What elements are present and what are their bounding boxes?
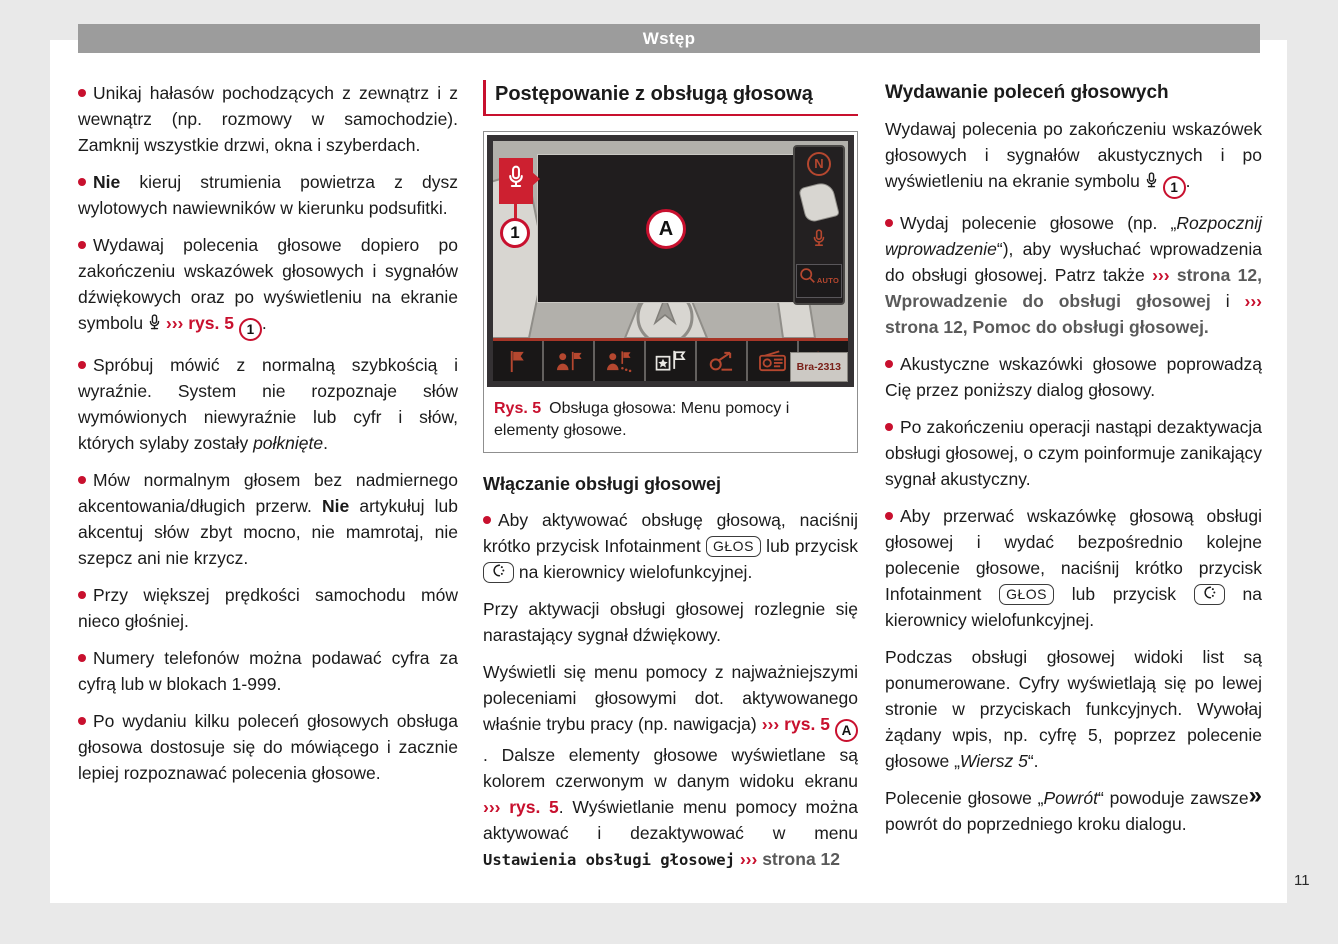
text-run: Wydawaj polecenia po zakończeniu wskazówek głosowych i sygnałów akustycznych i po wyświetleniu na ekranie symbolu (885, 119, 1262, 191)
paragraph (483, 659, 858, 873)
bullet-item (885, 503, 1262, 633)
text-run: lub przycisk (760, 536, 859, 556)
paragraph (885, 644, 1262, 774)
bullet-item (885, 351, 1262, 403)
text-run: na kierownicy wielofunkcyjnej. (514, 562, 753, 582)
bullet-item (78, 169, 458, 221)
paragraph (483, 596, 858, 648)
text-run: . (261, 313, 267, 333)
bullet-item (885, 210, 1262, 340)
figure-caption-text: Obsługa głosowa: Menu pomocy i elementy głosowe. (494, 400, 790, 439)
text-run: Rozpocznij wprowadzenie (885, 213, 1262, 260)
text-run: Akustyczne wskazówki głosowe poprowadzą Cię przez poniższy dialog głosowy. (885, 354, 1262, 401)
voice-key-speaking-head-icon (1194, 584, 1225, 605)
text-run: Ustawienia obsługi głosowej (483, 851, 735, 870)
text-run: i (1210, 291, 1245, 312)
speech-tail (532, 172, 540, 186)
auto-zoom-magnifier-icon: AUTO (796, 264, 842, 298)
text-run: Unikaj hałasów pochodzących z zewnątrz i z wewnątrz (np. rozmowy w samochodzie). Zamknij wszystkie drzwi, okna i szyberdach. (78, 83, 458, 155)
column-right (885, 80, 1262, 884)
figure-caption-label: Rys. 5 (494, 400, 542, 417)
image-code-tag: Bra-2313 (790, 352, 848, 382)
text-run: Polecenie głosowe „ (885, 788, 1044, 809)
text-run: Nie (322, 496, 350, 517)
text-run: Aby aktywować obsługę głosową, naciśnij krótko przycisk Infotainment (483, 510, 858, 556)
text-run: . Wyświetlanie menu pomocy można aktywować i dezaktywować w menu (483, 797, 858, 844)
bullet-item (78, 645, 458, 697)
chapter-title: Wstęp (642, 28, 696, 48)
callout-a: A (646, 209, 686, 249)
compass-n-icon: N (807, 152, 831, 176)
figure-5 (483, 131, 858, 453)
text-run: Po zakończeniu operacji nastąpi dezaktywacja obsługi głosowej, o czym poinformuje zanikający sygnał akustyczny. (885, 417, 1262, 490)
navigation-map (493, 141, 848, 338)
column-middle (483, 80, 858, 884)
text-run: . (1185, 171, 1191, 191)
middle-text-blocks (483, 471, 858, 873)
infotainment-key-label: GŁOS (706, 536, 761, 557)
microphone-icon (507, 165, 525, 198)
page-reference: strona 12, Wprowadzenie do obsługi głosowej (885, 265, 1262, 312)
text-run: “. (1027, 751, 1039, 772)
infotainment-key-label: GŁOS (999, 584, 1054, 605)
text-run: “), aby wysłuchać wprowadzenia do obsługi głosowej. Patrz także (885, 239, 1262, 286)
text-run: Wydawaj polecenia głosowe dopiero po zakończeniu wskazówek głosowych i sygnałów dźwiękowych oraz po wyświetleniu na ekranie symbolu (78, 235, 458, 333)
text-run: Przy aktywacji obsługi głosowej rozlegnie się narastający sygnał dźwiękowy. (483, 599, 858, 645)
page-sheet (50, 40, 1287, 903)
microphone-icon (812, 229, 826, 256)
text-run: Przy większej prędkości samochodu mów nieco głośniej. (78, 585, 458, 632)
text-run: artykułuj lub akcentuj słów zbyt mocno, nie mamrotaj, nie szepcz ani nie krzycz. (78, 496, 458, 569)
bullet-item (78, 708, 458, 786)
circled-callout: A (835, 719, 858, 742)
bullet-item (78, 467, 458, 571)
text-run: Aby przerwać wskazówkę głosową obsługi głosowej i wydać bezpośrednio kolejne polecenie głosowe, naciśnij krótko przycisk Infotainment (885, 506, 1262, 605)
section-title: Postępowanie z obsługą głosową (483, 80, 858, 116)
microphone-icon (148, 313, 161, 333)
bullet-item (78, 232, 458, 341)
page-reference: strona 12 (757, 849, 841, 870)
companion-flag-icon (542, 341, 593, 381)
page-number: 11 (1294, 872, 1310, 889)
text-run: Wydaj polecenie głosowe (np. „ (900, 213, 1177, 234)
road-shape (798, 181, 840, 224)
figure-reference: ››› (1244, 291, 1262, 312)
bullet-item (78, 582, 458, 634)
paragraph (885, 116, 1262, 199)
text-run: Po wydaniu kilku poleceń głosowych obsługa głosowa dostosuje się do mówiącego i zacznie lepiej rozpoznawać polecenia głosowe. (78, 711, 458, 784)
text-run: Powrót (1043, 788, 1098, 809)
figure-reference: ››› rys. 5 (761, 714, 831, 734)
right-text-blocks (885, 116, 1262, 837)
circled-callout: 1 (1163, 176, 1186, 199)
voice-key-speaking-head-icon (483, 562, 514, 583)
text-run: Mów normalnym głosem bez nadmiernego akcentowania/długich przerw. (78, 470, 458, 517)
text-run: Włączanie obsługi głosowej (483, 474, 722, 494)
text-run: połknięte (253, 433, 324, 454)
help-menu-popup (537, 154, 795, 303)
bullet-item (885, 414, 1262, 492)
text-run: Nie (93, 172, 121, 192)
page-reference: strona 12, Pomoc do obsługi głosowej. (885, 317, 1209, 338)
paragraph (885, 782, 1262, 837)
text-run: na kierownicy wielofunkcyjnej. (885, 584, 1262, 631)
text-run: Podczas obsługi głosowej widoki list są ponumerowane. Cyfry wyświetlają się po lewej stronie w przyciskach funkcyjnych. Wywołaj żądany wpis, np. cyfrę 5, poprzez polecenie głosowe „ (885, 647, 1262, 772)
figure-reference: ››› rys. 5 (483, 797, 559, 818)
favorites-flag-icon (644, 341, 695, 381)
callout-1: 1 (500, 218, 530, 248)
text-run: . (323, 433, 328, 454)
right-column-heading: Wydawanie poleceń głosowych (885, 82, 1169, 103)
figure-reference: ››› (739, 849, 758, 870)
text-run (1158, 171, 1163, 191)
bullet-item (483, 507, 858, 585)
traffic-sign-icon (695, 341, 746, 381)
infotainment-screenshot (487, 135, 854, 387)
figure-reference: ››› (1152, 265, 1170, 286)
text-run: Spróbuj mówić z normalną szybkością i wyraźnie. System nie rozpoznaje słów wymówionych niewyraźnie lub cyfr i słów, których sylaby zostały (78, 355, 458, 454)
contacts-route-icon (593, 341, 644, 381)
chapter-header-bar (78, 24, 1260, 53)
text-run: Numery telefonów można podawać cyfra za cyfrą lub w blokach 1-999. (78, 648, 458, 695)
bullet-item (78, 352, 458, 456)
circled-callout: 1 (239, 318, 262, 341)
text-run: Wyświetli się menu pomocy z najważniejszymi poleceniami głosowymi dot. aktywowanego właśnie trybu pracy (np. nawigacja) (483, 662, 858, 734)
column-left (78, 80, 458, 884)
text-run: “ powoduje zawsze powrót do poprzedniego kroku dialogu. (885, 788, 1249, 835)
bullet-item (78, 80, 458, 158)
voice-control-badge (499, 158, 533, 204)
figure-reference: ››› rys. 5 (165, 313, 234, 333)
figure-caption (484, 390, 857, 452)
text-run: lub przycisk (1053, 584, 1194, 605)
continuation-marker: » (1248, 782, 1262, 810)
screen-right-panel (793, 145, 845, 305)
flag-icon (493, 341, 542, 381)
content-columns (78, 80, 1262, 884)
subheading (483, 471, 858, 497)
text-run: Wiersz 5 (959, 751, 1028, 772)
text-run: . Dalsze elementy głosowe wyświetlane są kolorem czerwonym w danym widoku ekranu (483, 745, 858, 792)
text-run: kieruj strumienia powietrza z dysz wylotowych nawiewników w kierunku podsufitki. (78, 172, 458, 218)
microphone-icon (1145, 171, 1158, 191)
